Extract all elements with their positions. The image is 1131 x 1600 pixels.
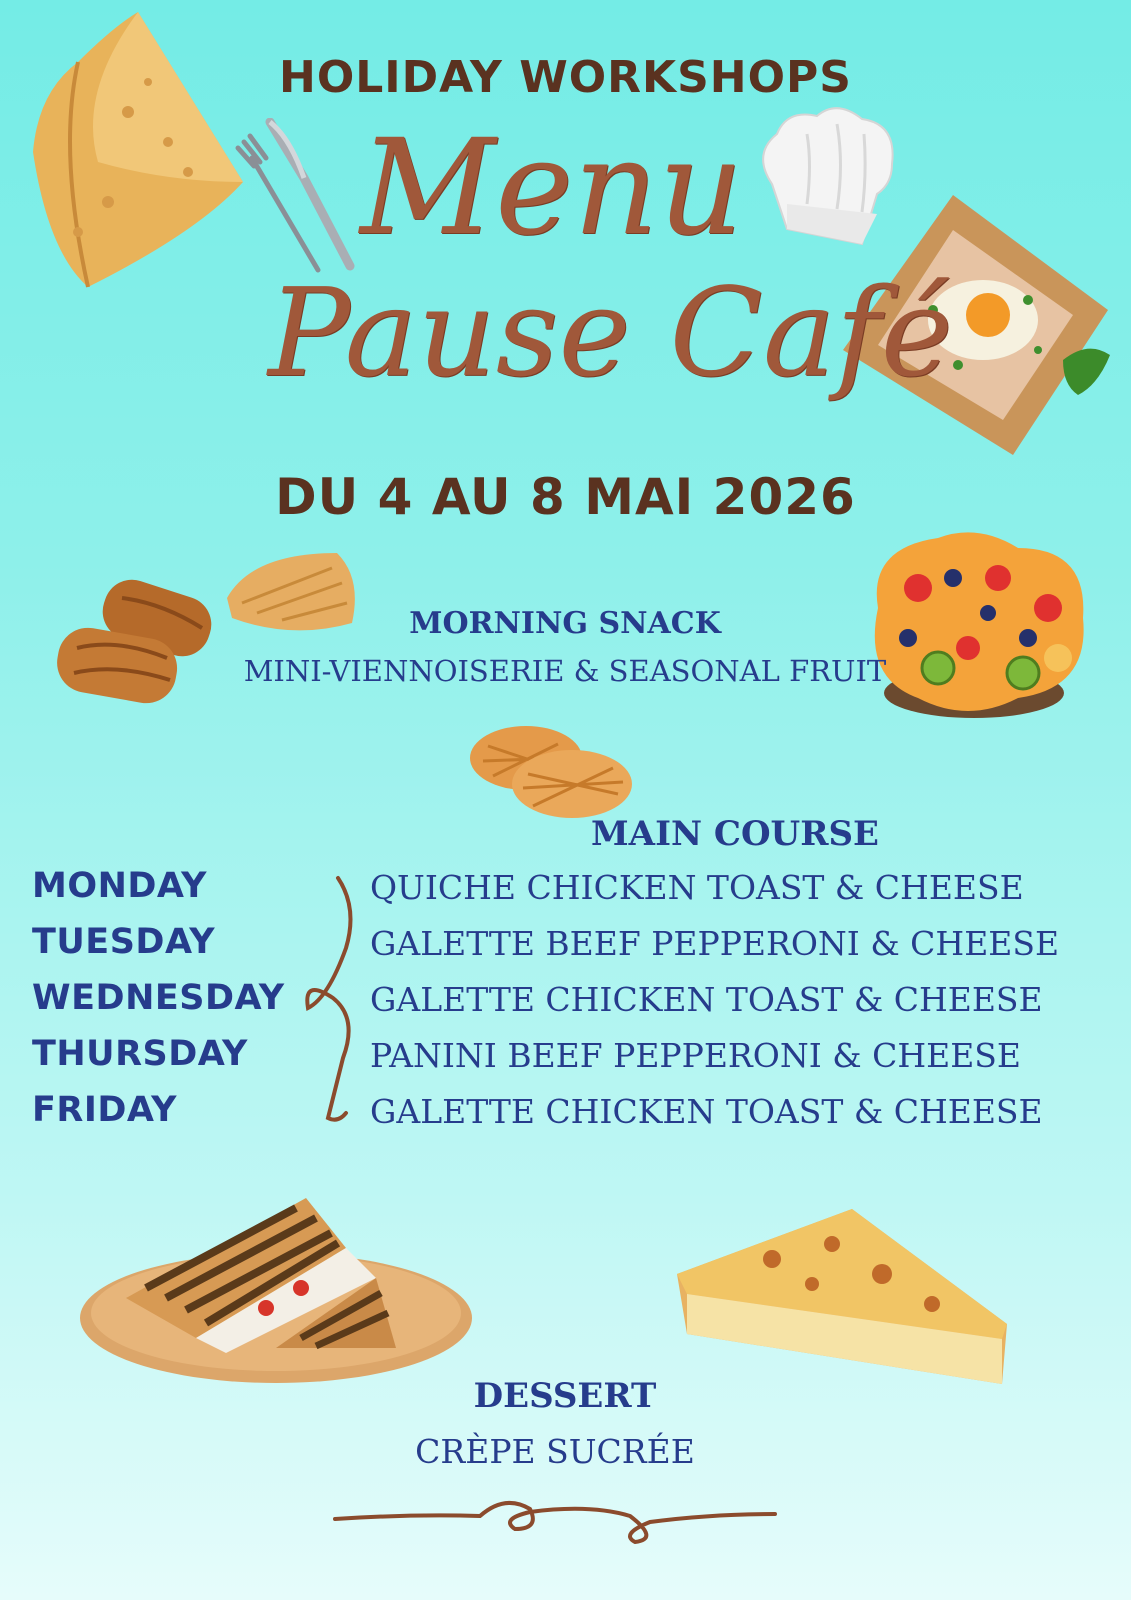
dessert-text: CRÈPE SUCRÉE bbox=[415, 1432, 695, 1471]
day-wednesday: WEDNESDAY bbox=[32, 978, 285, 1018]
menu-title: Menu bbox=[360, 111, 744, 265]
cutlery-icon bbox=[230, 118, 360, 278]
day-friday: FRIDAY bbox=[32, 1090, 178, 1130]
dish-friday: GALETTE CHICKEN TOAST & CHEESE bbox=[370, 1092, 1043, 1131]
date-range: DU 4 AU 8 MAI 2026 bbox=[275, 468, 856, 526]
dish-wednesday: GALETTE CHICKEN TOAST & CHEESE bbox=[370, 980, 1043, 1019]
crepe-image bbox=[18, 2, 248, 292]
bottom-swirl-divider bbox=[330, 1484, 780, 1554]
dish-thursday: PANINI BEEF PEPPERONI & CHEESE bbox=[370, 1036, 1021, 1075]
morning-snack-text: MINI-VIENNOISERIE & SEASONAL FRUIT bbox=[243, 654, 887, 688]
dessert-title: DESSERT bbox=[473, 1376, 657, 1416]
quiche-image bbox=[672, 1204, 1012, 1384]
morning-snack-title: MORNING SNACK bbox=[409, 606, 721, 641]
workshop-heading: HOLIDAY WORKSHOPS bbox=[279, 52, 852, 103]
dish-monday: QUICHE CHICKEN TOAST & CHEESE bbox=[370, 868, 1024, 907]
main-course-title: MAIN COURSE bbox=[591, 814, 879, 854]
day-thursday: THURSDAY bbox=[32, 1034, 248, 1074]
dish-tuesday: GALETTE BEEF PEPPERONI & CHEESE bbox=[370, 924, 1060, 963]
fruit-salad-image bbox=[858, 528, 1090, 724]
day-tuesday: TUESDAY bbox=[32, 922, 216, 962]
swirl-divider bbox=[298, 868, 368, 1138]
day-monday: MONDAY bbox=[32, 866, 208, 906]
madeleines-image bbox=[468, 716, 638, 826]
pain-au-chocolat-image bbox=[52, 578, 217, 713]
panini-image bbox=[76, 1188, 476, 1388]
pause-cafe-title: Pause Café bbox=[268, 262, 953, 404]
